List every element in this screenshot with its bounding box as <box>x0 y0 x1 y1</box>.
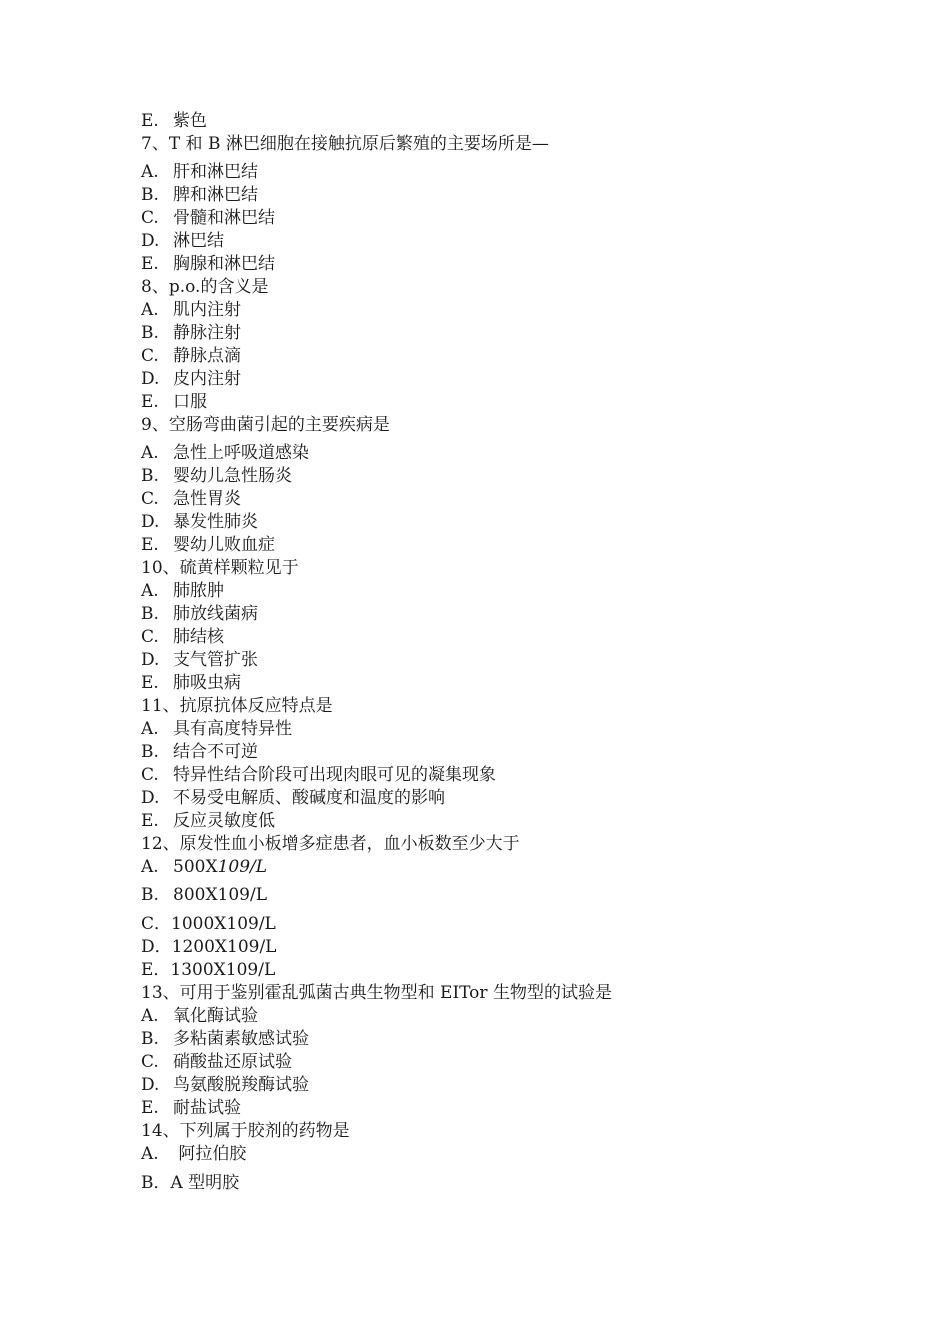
option-text: 静脉注射 <box>173 323 241 343</box>
option-letter: E. <box>141 673 159 693</box>
question-text: 9、空肠弯曲菌引起的主要疾病是 <box>141 415 390 435</box>
option-text: 骨髓和淋巴结 <box>173 208 275 228</box>
question-text: 14、下列属于胶剂的药物是 <box>141 1121 350 1141</box>
option-letter: D. <box>141 512 160 532</box>
question-list <box>141 110 861 1195</box>
option-line <box>141 345 861 368</box>
option-text: 肺脓肿 <box>173 581 224 601</box>
option-line <box>141 810 861 833</box>
option-text: 紫色 <box>173 111 207 131</box>
option-line <box>141 603 861 626</box>
option-line <box>141 672 861 695</box>
option-text: 口服 <box>173 392 207 412</box>
option-text: 肺吸虫病 <box>173 673 241 693</box>
option-text: 淋巴结 <box>173 231 224 251</box>
option-text: 1000X109/L <box>171 914 276 934</box>
option-line <box>141 856 861 879</box>
option-line <box>141 207 861 230</box>
option-line <box>141 1028 861 1051</box>
option-text: 多粘菌素敏感试验 <box>173 1029 309 1049</box>
option-text: 不易受电解质、酸碱度和温度的影响 <box>173 788 445 808</box>
option-text: 急性胃炎 <box>173 489 241 509</box>
option-letter: D． <box>141 937 172 957</box>
option-letter: B． <box>141 1173 171 1193</box>
option-letter: B. <box>141 885 159 905</box>
option-text-italic: 109/L <box>217 857 268 877</box>
option-letter: C. <box>141 1052 159 1072</box>
option-text: 耐盐试验 <box>173 1098 241 1118</box>
option-line <box>141 936 861 959</box>
option-text: 肺结核 <box>173 627 224 647</box>
question-text: 8、p.o.的含义是 <box>141 277 269 297</box>
option-line <box>141 1172 861 1195</box>
option-letter: B. <box>141 742 159 762</box>
option-letter: E. <box>141 111 159 131</box>
option-text: 结合不可逆 <box>173 742 258 762</box>
option-text: 阿拉伯胶 <box>173 1144 247 1164</box>
option-text: 婴幼儿败血症 <box>173 535 275 555</box>
option-text: 800X109/L <box>173 885 268 905</box>
option-line <box>141 787 861 810</box>
option-line <box>141 1074 861 1097</box>
option-line <box>141 442 861 465</box>
option-letter: D. <box>141 231 160 251</box>
option-text: 胸腺和淋巴结 <box>173 254 275 274</box>
option-line <box>141 488 861 511</box>
option-letter: E． <box>141 960 171 980</box>
option-line <box>141 184 861 207</box>
option-line <box>141 110 861 133</box>
option-letter: C. <box>141 208 159 228</box>
option-line <box>141 626 861 649</box>
question-text: 7、T 和 B 淋巴细胞在接触抗原后繁殖的主要场所是— <box>141 134 549 154</box>
option-line <box>141 299 861 322</box>
option-text: 急性上呼吸道感染 <box>173 443 309 463</box>
option-letter: C. <box>141 489 159 509</box>
option-text: 特异性结合阶段可出现肉眼可见的凝集现象 <box>173 765 496 785</box>
option-letter: C. <box>141 627 159 647</box>
option-line <box>141 534 861 557</box>
option-letter: D. <box>141 1075 160 1095</box>
option-letter: E. <box>141 1098 159 1118</box>
option-line <box>141 253 861 276</box>
option-letter: B. <box>141 466 159 486</box>
option-letter: A. <box>141 581 159 601</box>
option-text: 1300X109/L <box>170 960 276 980</box>
option-letter: A. <box>141 162 159 182</box>
option-line <box>141 1005 861 1028</box>
question-text: 11、抗原抗体反应特点是 <box>141 696 333 716</box>
option-letter: B. <box>141 323 159 343</box>
option-letter: A. <box>141 857 159 877</box>
option-letter: D. <box>141 369 160 389</box>
option-text: 暴发性肺炎 <box>173 512 258 532</box>
option-line <box>141 511 861 534</box>
option-letter: E. <box>141 535 159 555</box>
option-line <box>141 230 861 253</box>
question-text: 10、硫黄样颗粒见于 <box>141 558 299 578</box>
option-text: 1200X109/L <box>171 937 277 957</box>
option-text: 鸟氨酸脱羧酶试验 <box>173 1075 309 1095</box>
option-letter: B. <box>141 1029 159 1049</box>
option-text: 氧化酶试验 <box>173 1006 258 1026</box>
option-letter: A. <box>141 719 159 739</box>
option-text: 支气管扩张 <box>173 650 258 670</box>
option-text: 婴幼儿急性肠炎 <box>173 466 292 486</box>
option-letter: D. <box>141 788 160 808</box>
option-letter: A. <box>141 1006 159 1026</box>
question-text: 12、原发性血小板增多症患者，血小板数至少大于 <box>141 834 520 854</box>
option-line <box>141 1051 861 1074</box>
option-text: 皮内注射 <box>173 369 241 389</box>
option-line <box>141 884 861 907</box>
option-line <box>141 718 861 741</box>
option-line <box>141 649 861 672</box>
option-text: 静脉点滴 <box>173 346 241 366</box>
option-line <box>141 161 861 184</box>
option-text: 反应灵敏度低 <box>173 811 275 831</box>
option-line <box>141 741 861 764</box>
option-line <box>141 465 861 488</box>
option-letter: B. <box>141 604 159 624</box>
option-line <box>141 580 861 603</box>
option-line <box>141 368 861 391</box>
option-line <box>141 764 861 787</box>
option-letter: C. <box>141 765 159 785</box>
question-text: 13、可用于鉴别霍乱弧菌古典生物型和 EITor 生物型的试验是 <box>141 983 612 1003</box>
option-text: 肺放线菌病 <box>173 604 258 624</box>
option-letter: A. <box>141 300 159 320</box>
option-letter: D. <box>141 650 160 670</box>
option-letter: B. <box>141 185 159 205</box>
option-text: 脾和淋巴结 <box>173 185 258 205</box>
option-letter: C． <box>141 914 172 934</box>
option-line <box>141 959 861 982</box>
option-text: 肌内注射 <box>173 300 241 320</box>
option-text: 500X <box>173 857 218 877</box>
option-line <box>141 391 861 414</box>
option-letter: E. <box>141 392 159 412</box>
option-line <box>141 1097 861 1120</box>
option-text: 肝和淋巴结 <box>173 162 258 182</box>
option-letter: E. <box>141 811 159 831</box>
option-letter: A. <box>141 443 159 463</box>
option-line <box>141 322 861 345</box>
option-text: A 型明胶 <box>170 1173 240 1193</box>
option-line <box>141 1143 861 1166</box>
option-line <box>141 913 861 936</box>
option-text: 具有高度特异性 <box>173 719 292 739</box>
option-letter: C. <box>141 346 159 366</box>
option-letter: E. <box>141 254 159 274</box>
option-text: 硝酸盐还原试验 <box>173 1052 292 1072</box>
option-letter: A. <box>141 1144 159 1164</box>
